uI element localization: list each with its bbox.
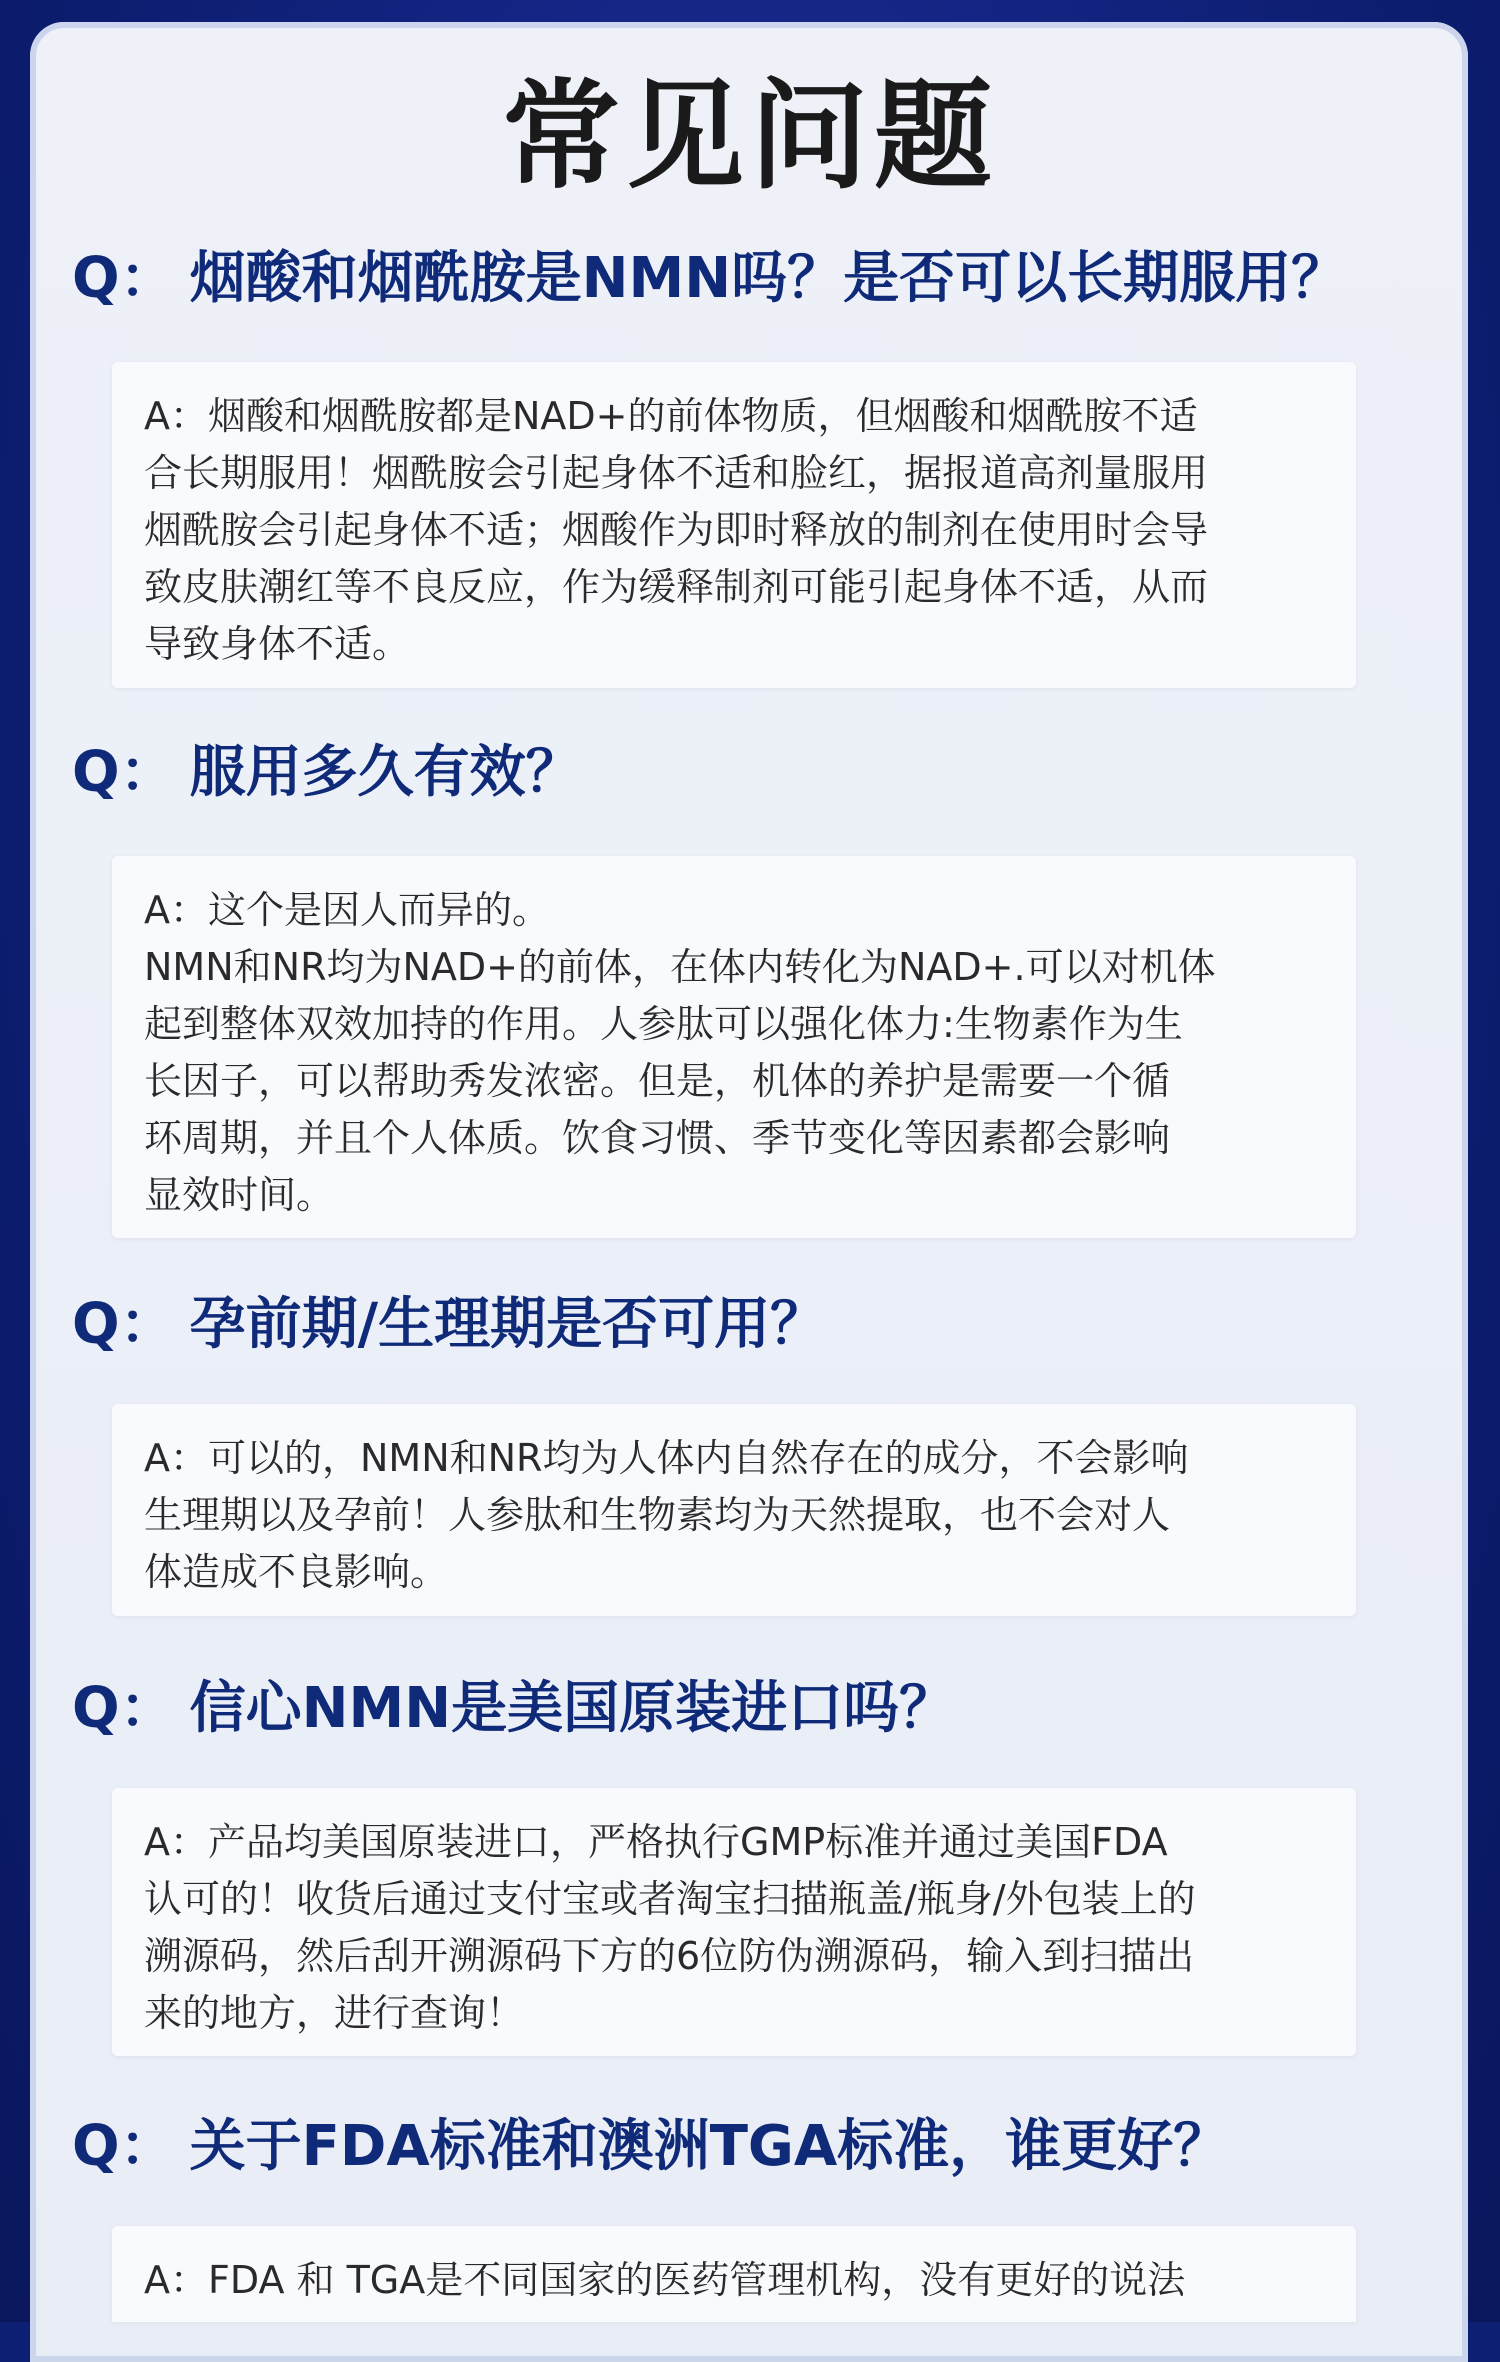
question-text: 孕前期/生理期是否可用？ — [189, 1292, 827, 1357]
question-prefix: Q： — [72, 246, 176, 311]
faq-question-3 — [72, 1290, 826, 1360]
answer-text: A：产品均美国原装进口，严格执行GMP标准并通过美国FDA 认可的！收货后通过支付宝或者淘宝扫描瓶盖/瓶身/外包装上的 溯源码，然后刮开溯源码下方的6位防伪溯源码，输入到扫描出 来的地方，进行查询！ — [144, 1820, 1196, 2035]
answer-text: A：烟酸和烟酰胺都是NAD+的前体物质，但烟酸和烟酰胺不适 合长期服用！烟酰胺会引起身体不适和脸红，据报道高剂量服用 烟酰胺会引起身体不适；烟酸作为即时释放的制剂在使用时会导 致皮肤潮红等不良反应，作为缓释制剂可能引起身体不适，从而 导致身体不适。 — [144, 394, 1209, 666]
answer-text: A：FDA 和 TGA是不同国家的医药管理机构，没有更好的说法 — [144, 2258, 1186, 2302]
question-text: 信心NMN是美国原装进口吗？ — [189, 1676, 956, 1741]
faq-question-2 — [72, 738, 582, 808]
faq-answer-box-1 — [112, 362, 1356, 688]
faq-answer-box-2 — [112, 856, 1356, 1238]
question-text: 烟酸和烟酰胺是NMN吗？是否可以长期服用？ — [189, 246, 1348, 311]
faq-question-5 — [72, 2112, 1229, 2182]
faq-question-1 — [72, 244, 1347, 314]
answer-text: A：可以的，NMN和NR均为人体内自然存在的成分，不会影响 生理期以及孕前！人参肽和生物素均为天然提取，也不会对人 体造成不良影响。 — [144, 1436, 1189, 1594]
faq-answer-box-4 — [112, 1788, 1356, 2056]
question-prefix: Q： — [72, 1676, 176, 1741]
question-prefix: Q： — [72, 2114, 176, 2179]
question-text: 关于FDA标准和澳洲TGA标准，谁更好？ — [189, 2114, 1230, 2179]
faq-answer-box-5 — [112, 2226, 1356, 2322]
answer-text: A：这个是因人而异的。 NMN和NR均为NAD+的前体，在体内转化为NAD+.可以对机体 起到整体双效加持的作用。人参肽可以强化体力:生物素作为生 长因子，可以帮助秀发浓密。但是，机体的养护是需要一个循 环周期，并且个人体质。饮食习惯、季节变化等因素都会影响 显效时间。 — [144, 888, 1216, 1217]
faq-answer-box-3 — [112, 1404, 1356, 1616]
faq-question-4 — [72, 1674, 955, 1744]
page-title: 常见问题 — [501, 67, 998, 205]
question-prefix: Q： — [72, 1292, 176, 1357]
question-text: 服用多久有效？ — [189, 740, 582, 805]
question-prefix: Q： — [72, 740, 176, 805]
